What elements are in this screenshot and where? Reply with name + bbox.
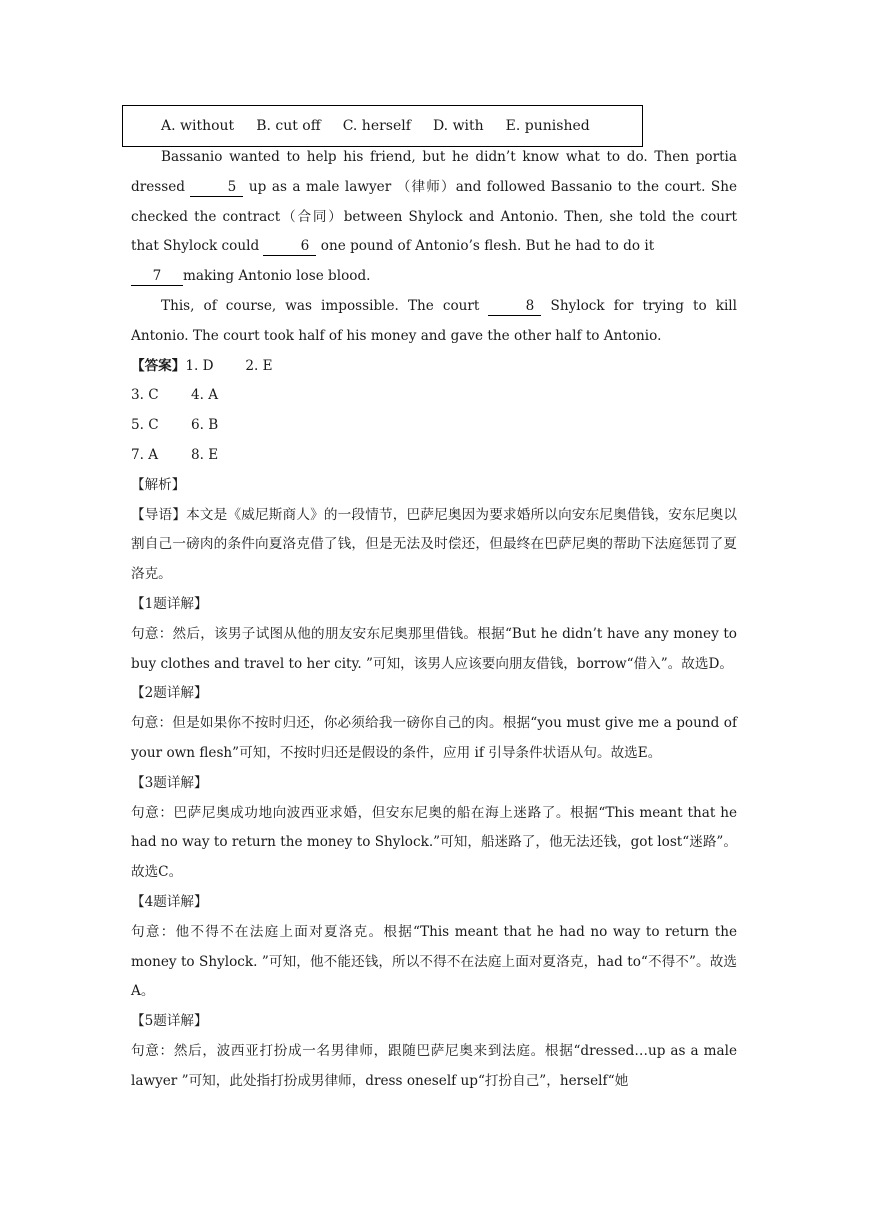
answers-row-1 — [131, 352, 737, 382]
detail-5-text: 句意：然后，波西亚打扮成一名男律师，跟随巴萨尼奥来到法庭。根据“dressed…up as a male lawyer ”可知，此处指打扮成男律师，dress oneself up“打扮自己”，herself“她 — [131, 1042, 737, 1089]
word-options-box — [122, 105, 643, 147]
document-body — [131, 143, 737, 1097]
option-c: C. herself — [342, 118, 411, 134]
detail-2-text: 句意：但是如果你不按时归还，你必须给我一磅你自己的肉。根据“you must give me a pound of your own flesh”可知，不按时归还是假设的条件，应用 if 引导条件状语从句。故选E。 — [131, 715, 737, 761]
answer-3: 3. C — [131, 387, 159, 404]
answer-4: 4. A — [191, 387, 219, 404]
option-a: A. without — [161, 118, 235, 134]
detail-4-title: 【4题详解】 — [131, 893, 208, 910]
option-e: E. punished — [505, 118, 590, 134]
blank-7: 7 — [131, 268, 183, 286]
detail-5-title: 【5题详解】 — [131, 1013, 208, 1030]
answers-row-3 — [131, 411, 737, 441]
answer-2: 2. E — [245, 357, 273, 374]
detail-3-title: 【3题详解】 — [131, 774, 208, 791]
blank-5: 5 — [190, 179, 243, 197]
detail-3-text: 句意：巴萨尼奥成功地向波西亚求婚，但安东尼奥的船在海上迷路了。根据“This meant that he had no way to return the money to Shylock.”可知，船迷路了，他无法还钱，got lost“迷路”。故选C。 — [131, 804, 737, 881]
option-d: D. with — [432, 118, 484, 134]
answers-row-2 — [131, 381, 737, 411]
answer-1: 1. D — [185, 357, 214, 374]
answers-label: 【答案】 — [131, 357, 186, 374]
answer-5: 5. C — [131, 417, 159, 434]
blank-8: 8 — [488, 298, 541, 316]
analysis-label: 【解析】 — [131, 476, 186, 493]
detail-1-text: 句意：然后，该男子试图从他的朋友安东尼奥那里借钱。根据“But he didn’t have any money to buy clothes and travel to her city. ”可知，该男人应该要向朋友借钱，borrow“借入”。故选D。 — [131, 625, 737, 672]
answer-6: 6. B — [191, 417, 219, 434]
detail-4-text: 句意：他不得不在法庭上面对夏洛克。根据“This meant that he had no way to return the money to Shylock. ”可知，他不能还钱，所以不得不在法庭上面对夏洛克，had to“不得不”。故选A。 — [131, 923, 737, 1000]
detail-2-title: 【2题详解】 — [131, 685, 208, 702]
blank-6: 6 — [263, 238, 316, 256]
guide-paragraph: 【导语】本文是《威尼斯商人》的一段情节，巴萨尼奥因为要求婚所以向安东尼奥借钱，安东尼奥以割自己一磅肉的条件向夏洛克借了钱，但是无法及时偿还，但最终在巴萨尼奥的帮助下法庭惩罚了夏洛克。 — [131, 506, 737, 583]
answers-row-4 — [131, 441, 737, 471]
option-b: B. cut off — [256, 118, 321, 134]
answer-7: 7. A — [131, 446, 159, 463]
passage-paragraph-2: This, of course, was impossible. The court 8 Shylock for trying to kill Antonio. The court took half of his money and gave the other half to Antonio. — [131, 297, 737, 344]
detail-1-title: 【1题详解】 — [131, 595, 208, 612]
passage-paragraph-1: Bassanio wanted to help his friend, but he didn’t know what to do. Then portia dressed 5 up as a male lawyer （律师）and followed Bassanio to the court. She checked the contract（合同）between Shylock and Antonio. Then, she told the court that Shylock could 6 one pound of Antonio’s flesh. But he had to do it 7 making Antonio lose blood. — [131, 149, 737, 285]
answer-8: 8. E — [191, 446, 219, 463]
